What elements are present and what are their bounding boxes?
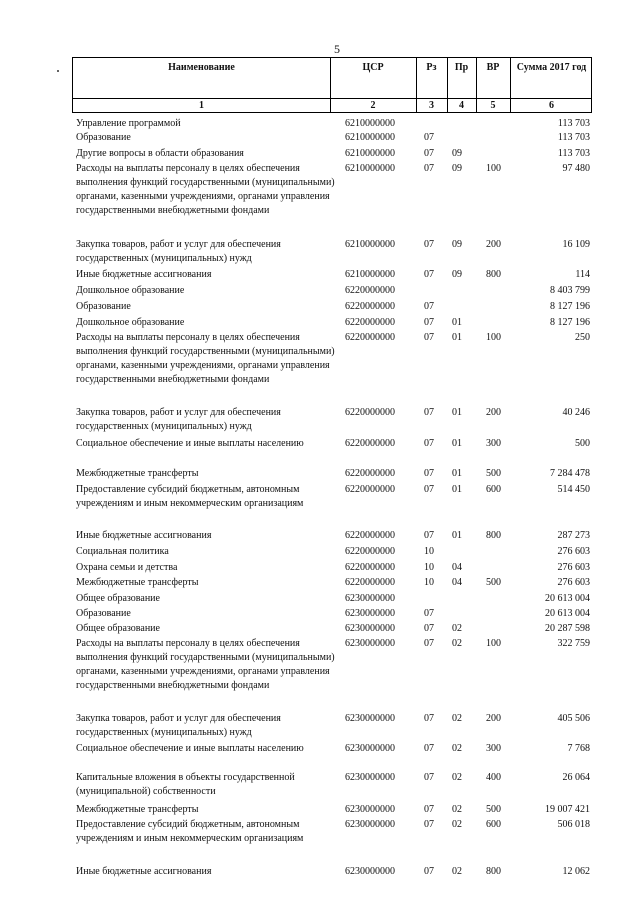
row-pr: 01 <box>452 438 462 449</box>
row-name: Межбюджетные трансферты <box>76 577 199 588</box>
colnum-6: 6 <box>549 100 554 111</box>
row-vr: 100 <box>486 163 501 174</box>
row-sum: 16 109 <box>562 239 590 250</box>
row-rz: 07 <box>424 713 434 724</box>
row-name: Образование <box>76 608 131 619</box>
row-name: Социальное обеспечение и иные выплаты населению <box>76 438 304 449</box>
row-csr: 6230000000 <box>345 804 395 815</box>
row-rz: 07 <box>424 743 434 754</box>
row-sum: 276 603 <box>557 562 590 573</box>
row-csr: 6230000000 <box>345 743 395 754</box>
row-csr: 6210000000 <box>345 163 395 174</box>
row-sum: 500 <box>575 438 590 449</box>
row-rz: 10 <box>424 577 434 588</box>
row-name: Межбюджетные трансферты <box>76 804 199 815</box>
row-pr: 01 <box>452 407 462 418</box>
row-name: Образование <box>76 132 131 143</box>
row-sum: 405 506 <box>557 713 590 724</box>
row-rz: 07 <box>424 269 434 280</box>
row-sum: 287 273 <box>557 530 590 541</box>
row-sum: 514 450 <box>557 484 590 495</box>
row-sum: 20 613 004 <box>545 608 590 619</box>
row-csr: 6220000000 <box>345 562 395 573</box>
colnum-3: 3 <box>429 100 434 111</box>
header-rz: Рз <box>426 62 437 73</box>
row-name: Другие вопросы в области образования <box>76 148 244 159</box>
row-sum: 114 <box>575 269 590 280</box>
row-sum: 506 018 <box>557 819 590 830</box>
row-csr: 6230000000 <box>345 608 395 619</box>
row-name: Охрана семьи и детства <box>76 562 178 573</box>
row-name: Общее образование <box>76 623 160 634</box>
row-vr: 600 <box>486 819 501 830</box>
row-name: Предоставление субсидий бюджетным, автономным учреждениям и иным некоммерческим организациям <box>76 819 304 844</box>
row-pr: 01 <box>452 468 462 479</box>
header-name: Наименование <box>168 62 235 73</box>
row-vr: 100 <box>486 332 501 343</box>
row-vr: 800 <box>486 269 501 280</box>
row-sum: 8 403 799 <box>550 285 590 296</box>
row-csr: 6220000000 <box>345 285 395 296</box>
row-sum: 7 284 478 <box>550 468 590 479</box>
row-csr: 6220000000 <box>345 530 395 541</box>
row-csr: 6220000000 <box>345 407 395 418</box>
row-rz: 07 <box>424 148 434 159</box>
row-csr: 6230000000 <box>345 623 395 634</box>
row-csr: 6220000000 <box>345 484 395 495</box>
row-sum: 276 603 <box>557 546 590 557</box>
row-csr: 6230000000 <box>345 638 395 649</box>
row-pr: 02 <box>452 772 462 783</box>
row-name: Расходы на выплаты персоналу в целях обеспечения выполнения функций государственными (муниципальными) органами, казенными учреждениями, органами управления государственными внебюджетными фондами <box>76 332 335 385</box>
row-rz: 07 <box>424 407 434 418</box>
row-name: Межбюджетные трансферты <box>76 468 199 479</box>
row-sum: 113 703 <box>557 118 590 129</box>
row-csr: 6210000000 <box>345 132 395 143</box>
colnum-5: 5 <box>490 100 496 111</box>
row-name: Дошкольное образование <box>76 285 185 296</box>
row-rz: 07 <box>424 608 434 619</box>
row-pr: 09 <box>452 269 462 280</box>
row-name: Иные бюджетные ассигнования <box>76 530 212 541</box>
row-csr: 6230000000 <box>345 713 395 724</box>
row-rz: 07 <box>424 623 434 634</box>
row-pr: 02 <box>452 743 462 754</box>
row-rz: 07 <box>424 163 434 174</box>
row-rz: 07 <box>424 484 434 495</box>
row-sum: 113 703 <box>557 132 590 143</box>
row-pr: 04 <box>452 577 462 588</box>
row-name: Расходы на выплаты персоналу в целях обеспечения выполнения функций государственными (муниципальными) органами, казенными учреждениями, органами управления государственными внебюджетными фондами <box>76 163 335 216</box>
row-pr: 02 <box>452 804 462 815</box>
row-name: Общее образование <box>76 593 160 604</box>
row-csr: 6220000000 <box>345 332 395 343</box>
row-vr: 200 <box>486 407 501 418</box>
row-vr: 600 <box>486 484 501 495</box>
row-sum: 19 007 421 <box>545 804 590 815</box>
row-csr: 6220000000 <box>345 468 395 479</box>
page-number: 5 <box>334 42 340 56</box>
row-name: Закупка товаров, работ и услуг для обеспечения государственных (муниципальных) нужд <box>76 713 281 738</box>
row-rz: 07 <box>424 301 434 312</box>
header-pr: Пр <box>454 62 469 73</box>
row-pr: 02 <box>452 819 462 830</box>
row-pr: 02 <box>452 623 462 634</box>
row-sum: 20 287 598 <box>545 623 590 634</box>
row-rz: 07 <box>424 819 434 830</box>
row-csr: 6230000000 <box>345 866 395 877</box>
row-csr: 6220000000 <box>345 301 395 312</box>
row-rz: 07 <box>424 772 434 783</box>
row-csr: 6210000000 <box>345 118 395 129</box>
row-sum: 8 127 196 <box>550 301 590 312</box>
row-pr: 09 <box>452 239 462 250</box>
row-pr: 01 <box>452 317 462 328</box>
row-csr: 6220000000 <box>345 546 395 557</box>
row-pr: 01 <box>452 332 462 343</box>
row-rz: 07 <box>424 438 434 449</box>
row-vr: 800 <box>486 530 501 541</box>
row-sum: 113 703 <box>557 148 590 159</box>
row-csr: 6220000000 <box>345 317 395 328</box>
row-rz: 07 <box>424 332 434 343</box>
row-csr: 6220000000 <box>345 438 395 449</box>
row-name: Управление программой <box>76 118 181 129</box>
row-csr: 6230000000 <box>345 772 395 783</box>
row-name: Иные бюджетные ассигнования <box>76 269 212 280</box>
row-name: Расходы на выплаты персоналу в целях обеспечения выполнения функций государственными (муниципальными) органами, казенными учреждениями, органами управления государственными внебюджетными фондами <box>76 638 335 691</box>
row-csr: 6220000000 <box>345 577 395 588</box>
row-name: Закупка товаров, работ и услуг для обеспечения государственных (муниципальных) нужд <box>76 407 281 432</box>
row-csr: 6230000000 <box>345 819 395 830</box>
scan-speck <box>57 70 59 72</box>
row-sum: 322 759 <box>557 638 590 649</box>
row-vr: 800 <box>486 866 501 877</box>
row-vr: 400 <box>486 772 501 783</box>
row-csr: 6210000000 <box>345 269 395 280</box>
row-rz: 07 <box>424 468 434 479</box>
row-vr: 500 <box>486 577 501 588</box>
row-vr: 500 <box>486 468 501 479</box>
row-name: Закупка товаров, работ и услуг для обеспечения государственных (муниципальных) нужд <box>76 239 281 264</box>
row-sum: 276 603 <box>557 577 590 588</box>
row-vr: 300 <box>486 438 501 449</box>
header-sum: Сумма 2017 год <box>516 62 587 73</box>
row-name: Иные бюджетные ассигнования <box>76 866 212 877</box>
table-header <box>72 57 592 113</box>
row-rz: 07 <box>424 638 434 649</box>
row-name: Социальная политика <box>76 546 169 557</box>
row-rz: 07 <box>424 317 434 328</box>
row-pr: 02 <box>452 638 462 649</box>
row-pr: 02 <box>452 866 462 877</box>
row-name: Социальное обеспечение и иные выплаты населению <box>76 743 304 754</box>
row-sum: 250 <box>575 332 590 343</box>
row-pr: 02 <box>452 713 462 724</box>
row-pr: 04 <box>452 562 462 573</box>
row-sum: 7 768 <box>567 743 590 754</box>
colnum-2: 2 <box>370 100 376 111</box>
row-csr: 6230000000 <box>345 593 395 604</box>
row-sum: 40 246 <box>562 407 590 418</box>
row-rz: 07 <box>424 530 434 541</box>
row-pr: 01 <box>452 484 462 495</box>
row-csr: 6210000000 <box>345 148 395 159</box>
row-rz: 07 <box>424 132 434 143</box>
header-vr: ВР <box>486 62 500 73</box>
row-name: Предоставление субсидий бюджетным, автономным учреждениям и иным некоммерческим организациям <box>76 484 304 509</box>
colnum-1: 1 <box>199 100 204 111</box>
row-pr: 01 <box>452 530 462 541</box>
header-csr: ЦСР <box>362 62 384 73</box>
row-vr: 100 <box>486 638 501 649</box>
row-pr: 09 <box>452 163 462 174</box>
row-vr: 300 <box>486 743 501 754</box>
row-sum: 8 127 196 <box>550 317 590 328</box>
row-name: Капитальные вложения в объекты государственной (муниципальной) собственности <box>76 772 295 797</box>
row-rz: 10 <box>424 546 434 557</box>
row-sum: 26 064 <box>562 772 590 783</box>
row-rz: 07 <box>424 804 434 815</box>
row-rz: 07 <box>424 239 434 250</box>
row-vr: 500 <box>486 804 501 815</box>
row-sum: 20 613 004 <box>545 593 590 604</box>
row-rz: 10 <box>424 562 434 573</box>
row-csr: 6210000000 <box>345 239 395 250</box>
row-name: Дошкольное образование <box>76 317 185 328</box>
row-rz: 07 <box>424 866 434 877</box>
row-name: Образование <box>76 301 131 312</box>
header-divider <box>73 98 591 99</box>
row-sum: 12 062 <box>562 866 590 877</box>
colnum-4: 4 <box>459 100 464 111</box>
row-pr: 09 <box>452 148 462 159</box>
row-vr: 200 <box>486 239 501 250</box>
row-sum: 97 480 <box>562 163 590 174</box>
row-vr: 200 <box>486 713 501 724</box>
